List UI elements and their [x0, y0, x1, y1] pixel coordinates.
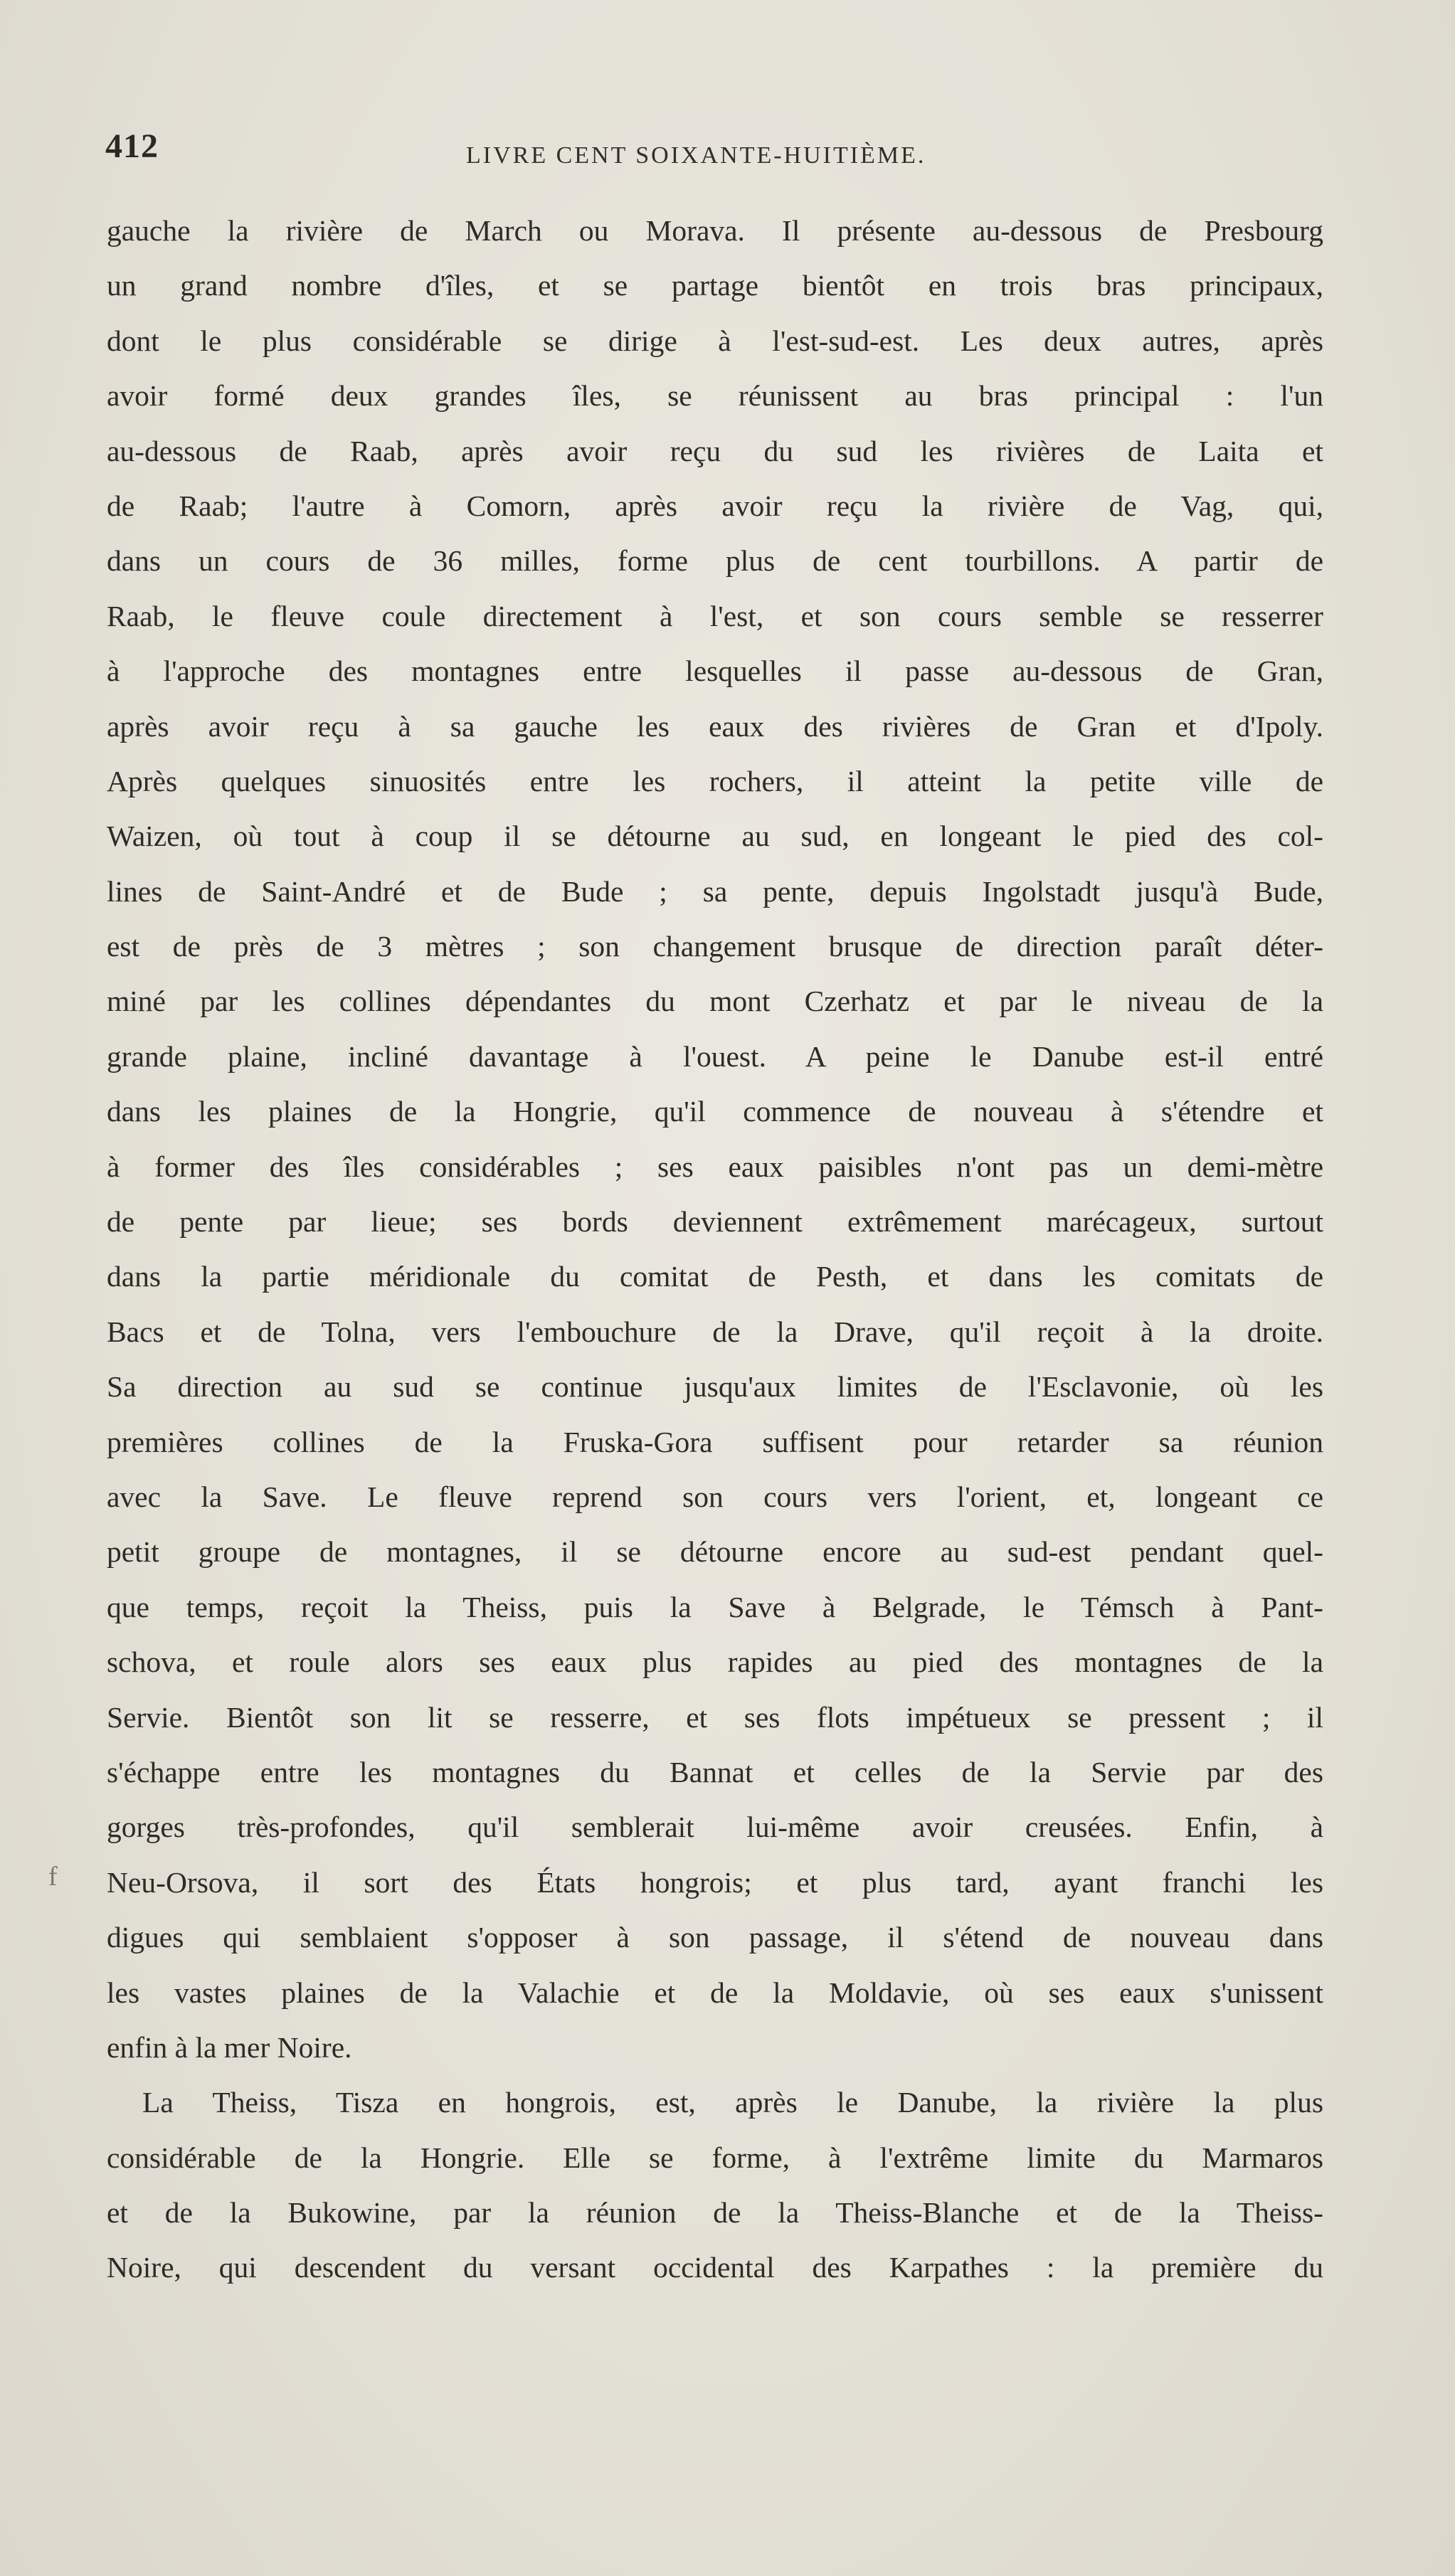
- text-line: et de la Bukowine, par la réunion de la Theiss-Blanche et de la Theiss-: [107, 2196, 1323, 2230]
- text-line: Noire, qui descendent du versant occidental des Karpathes : la première du: [107, 2251, 1323, 2284]
- text-line: les vastes plaines de la Valachie et de la Moldavie, où ses eaux s'unissent: [107, 1976, 1323, 2009]
- text-line: Neu-Orsova, il sort des États hongrois; et plus tard, ayant franchi les: [107, 1865, 1323, 1899]
- text-line: gauche la rivière de March ou Morava. Il présente au-dessous de Presbourg: [107, 214, 1323, 247]
- text-line: s'échappe entre les montagnes du Bannat et celles de la Servie par des: [107, 1755, 1323, 1788]
- body-text: [107, 203, 1323, 2296]
- paragraph-end-line: enfin à la mer Noire.: [107, 2030, 352, 2064]
- text-line: lines de Saint-André et de Bude ; sa pente, depuis Ingolstadt jusqu'à Bude,: [107, 874, 1323, 908]
- text-line: dans la partie méridionale du comitat de Pesth, et dans les comitats de: [107, 1260, 1323, 1293]
- text-line: Servie. Bientôt son lit se resserre, et ses flots impétueux se pressent ; il: [107, 1700, 1323, 1734]
- text-line: grande plaine, incliné davantage à l'ouest. A peine le Danube est-il entré: [107, 1039, 1323, 1073]
- text-line: considérable de la Hongrie. Elle se forme, à l'extrême limite du Marmaros: [107, 2141, 1323, 2174]
- text-line: est de près de 3 mètres ; son changement brusque de direction paraît déter-: [107, 930, 1323, 963]
- text-line: miné par les collines dépendantes du mont Czerhatz et par le niveau de la: [107, 985, 1323, 1018]
- text-line: à former des îles considérables ; ses eaux paisibles n'ont pas un demi-mètre: [107, 1150, 1323, 1183]
- page-number: 412: [105, 127, 159, 165]
- text-line: dont le plus considérable se dirige à l'est-sud-est. Les deux autres, après: [107, 324, 1323, 357]
- text-line: Après quelques sinuosités entre les rochers, il atteint la petite ville de: [107, 764, 1323, 797]
- text-line: à l'approche des montagnes entre lesquelles il passe au-dessous de Gran,: [107, 654, 1323, 688]
- text-line: Sa direction au sud se continue jusqu'aux limites de l'Esclavonie, où les: [107, 1370, 1323, 1404]
- text-line: schova, et roule alors ses eaux plus rapides au pied des montagnes de la: [107, 1645, 1323, 1679]
- text-line: gorges très-profondes, qu'il semblerait lui-même avoir creusées. Enfin, à: [107, 1811, 1323, 1844]
- text-line: de Raab; l'autre à Comorn, après avoir reçu la rivière de Vag, qui,: [107, 489, 1323, 522]
- text-line: dans les plaines de la Hongrie, qu'il commence de nouveau à s'étendre et: [107, 1095, 1323, 1128]
- text-line: Waizen, où tout à coup il se détourne au sud, en longeant le pied des col-: [107, 820, 1323, 853]
- text-line: petit groupe de montagnes, il se détourne encore au sud-est pendant quel-: [107, 1535, 1323, 1569]
- text-line: avoir formé deux grandes îles, se réunissent au bras principal : l'un: [107, 379, 1323, 413]
- paragraph-start-line: La Theiss, Tisza en hongrois, est, après le Danube, la rivière la plus: [142, 2086, 1323, 2119]
- text-line: dans un cours de 36 milles, forme plus de cent tourbillons. A partir de: [107, 544, 1323, 578]
- text-line: Raab, le fleuve coule directement à l'est, et son cours semble se resserrer: [107, 599, 1323, 632]
- text-line: digues qui semblaient s'opposer à son passage, il s'étend de nouveau dans: [107, 1921, 1323, 1954]
- text-line: un grand nombre d'îles, et se partage bientôt en trois bras principaux,: [107, 269, 1323, 302]
- running-title: LIVRE CENT SOIXANTE-HUITIÈME.: [466, 142, 926, 169]
- text-line: au-dessous de Raab, après avoir reçu du sud les rivières de Laita et: [107, 434, 1323, 467]
- text-line: après avoir reçu à sa gauche les eaux des rivières de Gran et d'Ipoly.: [107, 709, 1323, 743]
- text-line: de pente par lieue; ses bords deviennent extrêmement marécageux, surtout: [107, 1205, 1323, 1239]
- text-line: avec la Save. Le fleuve reprend son cours vers l'orient, et, longeant ce: [107, 1480, 1323, 1513]
- text-line: que temps, reçoit la Theiss, puis la Save à Belgrade, le Témsch à Pant-: [107, 1590, 1323, 1623]
- text-line: premières collines de la Fruska-Gora suffisent pour retarder sa réunion: [107, 1425, 1323, 1458]
- margin-mark: f: [48, 1862, 58, 1892]
- text-line: Bacs et de Tolna, vers l'embouchure de la Drave, qu'il reçoit à la droite.: [107, 1315, 1323, 1348]
